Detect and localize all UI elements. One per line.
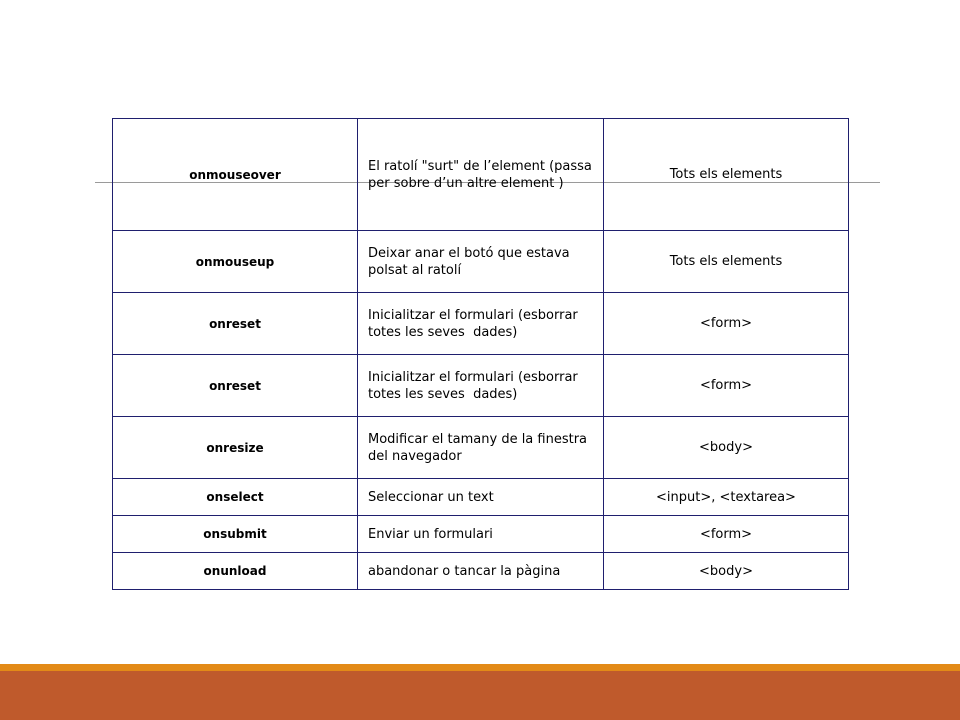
- event-name-cell: onmouseup: [113, 231, 358, 293]
- table-row: [113, 516, 849, 553]
- event-description-cell: [358, 293, 604, 355]
- event-description-text: El ratolí "surt" de l’element (passa per sobre d’un altre element ): [368, 158, 597, 191]
- event-elements-text: <input>, <textarea>: [656, 489, 796, 505]
- event-elements-text: <form>: [699, 378, 753, 393]
- event-description-cell: [358, 553, 604, 590]
- event-name-cell: onselect: [113, 479, 358, 516]
- event-elements-text: <body>: [699, 563, 753, 579]
- event-description-text: Seleccionar un text: [368, 489, 494, 505]
- event-description-text: Enviar un formulari: [368, 526, 493, 542]
- event-elements-text: <form>: [699, 316, 753, 331]
- event-description-text: Deixar anar el botó que estava polsat al ratolí: [368, 245, 574, 278]
- table-row: [113, 417, 849, 479]
- event-elements-cell: [604, 553, 849, 590]
- event-description-text: abandonar o tancar la pàgina: [368, 563, 561, 579]
- event-description-cell: [358, 417, 604, 479]
- event-elements-cell: [604, 516, 849, 553]
- event-name-cell: onreset: [113, 293, 358, 355]
- event-description-text: Inicialitzar el formulari (esborrar totes les seves dades): [368, 307, 582, 340]
- table-row: [113, 231, 849, 293]
- event-name-cell: onsubmit: [113, 516, 358, 553]
- event-elements-cell: [604, 417, 849, 479]
- event-elements-text: <body>: [699, 440, 753, 455]
- footer-accent-bar: [0, 671, 960, 720]
- table-row: [113, 553, 849, 590]
- table-row: [113, 119, 849, 231]
- event-description-text: Inicialitzar el formulari (esborrar totes les seves dades): [368, 369, 582, 402]
- event-description-cell: [358, 355, 604, 417]
- event-name-cell: onunload: [113, 553, 358, 590]
- event-elements-cell: [604, 231, 849, 293]
- table-row: [113, 355, 849, 417]
- footer-accent-bar-thin: [0, 664, 960, 671]
- table-row: [113, 479, 849, 516]
- event-name-cell: onreset: [113, 355, 358, 417]
- event-elements-cell: [604, 355, 849, 417]
- event-elements-cell: [604, 479, 849, 516]
- event-name-cell: onmouseover: [113, 119, 358, 231]
- event-elements-cell: [604, 293, 849, 355]
- event-description-cell: [358, 479, 604, 516]
- table-row: [113, 293, 849, 355]
- event-elements-text: Tots els elements: [669, 167, 783, 182]
- event-description-cell: [358, 516, 604, 553]
- events-table: [112, 118, 849, 590]
- event-elements-text: Tots els elements: [669, 254, 783, 269]
- event-description-cell: [358, 231, 604, 293]
- event-description-text: Modificar el tamany de la finestra del navegador: [368, 431, 592, 464]
- event-elements-text: <form>: [699, 526, 753, 542]
- event-elements-cell: [604, 119, 849, 231]
- event-name-cell: onresize: [113, 417, 358, 479]
- event-description-cell: [358, 119, 604, 231]
